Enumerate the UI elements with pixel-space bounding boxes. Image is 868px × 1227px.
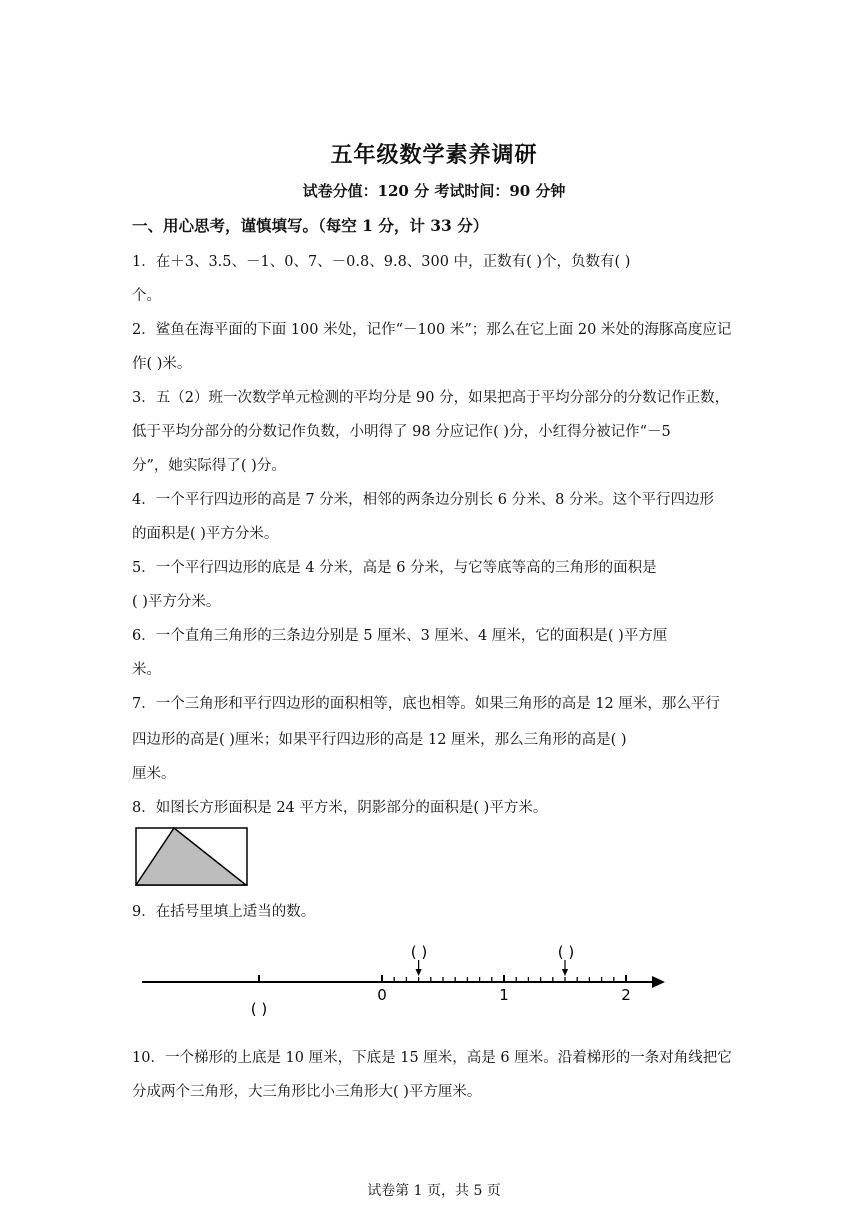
question-1-line-1: 1．在＋3、3.5、－1、0、7、－0.8、9.8、300 中，正数有( )个，负数有( )	[132, 254, 631, 270]
question-6-line-2: 米。	[132, 662, 161, 678]
answer-blank-bottom: ( )	[250, 1000, 268, 1018]
exam-info: 试卷分值：120 分 考试时间：90 分钟	[302, 182, 566, 200]
question-8-line-1: 8．如图长方形面积是 24 平方米，阴影部分的面积是( )平方米。	[132, 800, 548, 816]
question-3-line-2: 低于平均分部分的分数记作负数，小明得了 98 分应记作( )分，小红得分被记作“－5	[132, 424, 671, 440]
number-line	[138, 938, 668, 1024]
question-10-line-1: 10．一个梯形的上底是 10 厘米，下底是 15 厘米，高是 6 厘米。沿着梯形的一条对角线把它	[132, 1050, 732, 1066]
question-3-line-3: 分”，她实际得了( )分。	[132, 458, 286, 474]
question-2-line-2: 作( )米。	[132, 356, 192, 372]
question-5-line-1: 5．一个平行四边形的底是 4 分米，高是 6 分米，与它等底等高的三角形的面积是	[132, 560, 657, 576]
question-10-line-2: 分成两个三角形，大三角形比小三角形大( )平方厘米。	[132, 1084, 482, 1100]
arrow-head	[652, 976, 665, 988]
tick-label-2: 2	[621, 986, 631, 1004]
section-heading: 一、用心思考，谨慎填写。（每空 1 分，计 33 分）	[132, 216, 489, 235]
answer-blank-top-right: ( )	[557, 943, 575, 961]
down-arrow-right-head	[562, 969, 568, 976]
tick-label-0: 0	[377, 986, 387, 1004]
question-4-line-1: 4．一个平行四边形的高是 7 分米，相邻的两条边分别长 6 分米、8 分米。这个平行四边形	[132, 492, 714, 508]
question-4-line-2: 的面积是( )平方分米。	[132, 526, 279, 542]
down-arrow-left-head	[416, 969, 422, 976]
question-3-line-1: 3．五（2）班一次数学单元检测的平均分是 90 分，如果把高于平均分部分的分数记作正数，	[132, 390, 730, 406]
question-7-line-2: 四边形的高是( )厘米；如果平行四边形的高是 12 厘米，那么三角形的高是( )	[132, 732, 627, 748]
question-6-line-1: 6．一个直角三角形的三条边分别是 5 厘米、3 厘米、4 厘米，它的面积是( )平方厘	[132, 628, 668, 644]
question-2-line-1: 2．鲨鱼在海平面的下面 100 米处，记作“－100 米”；那么在它上面 20 米处的海豚高度应记	[132, 322, 732, 338]
question-1-line-2: 个。	[132, 288, 161, 304]
page-title: 五年级数学素养调研	[330, 142, 538, 168]
question-7-line-1: 7．一个三角形和平行四边形的面积相等，底也相等。如果三角形的高是 12 厘米，那么平行	[132, 696, 720, 712]
question-9-line-1: 9．在括号里填上适当的数。	[132, 904, 316, 920]
question-5-line-2: ( )平方分米。	[132, 594, 221, 610]
answer-blank-top-left: ( )	[410, 943, 428, 961]
question-7-line-3: 厘米。	[132, 766, 176, 782]
page-footer: 试卷第 1 页，共 5 页	[367, 1183, 501, 1199]
rectangle-triangle-figure	[135, 827, 249, 887]
tick-label-1: 1	[499, 986, 509, 1004]
